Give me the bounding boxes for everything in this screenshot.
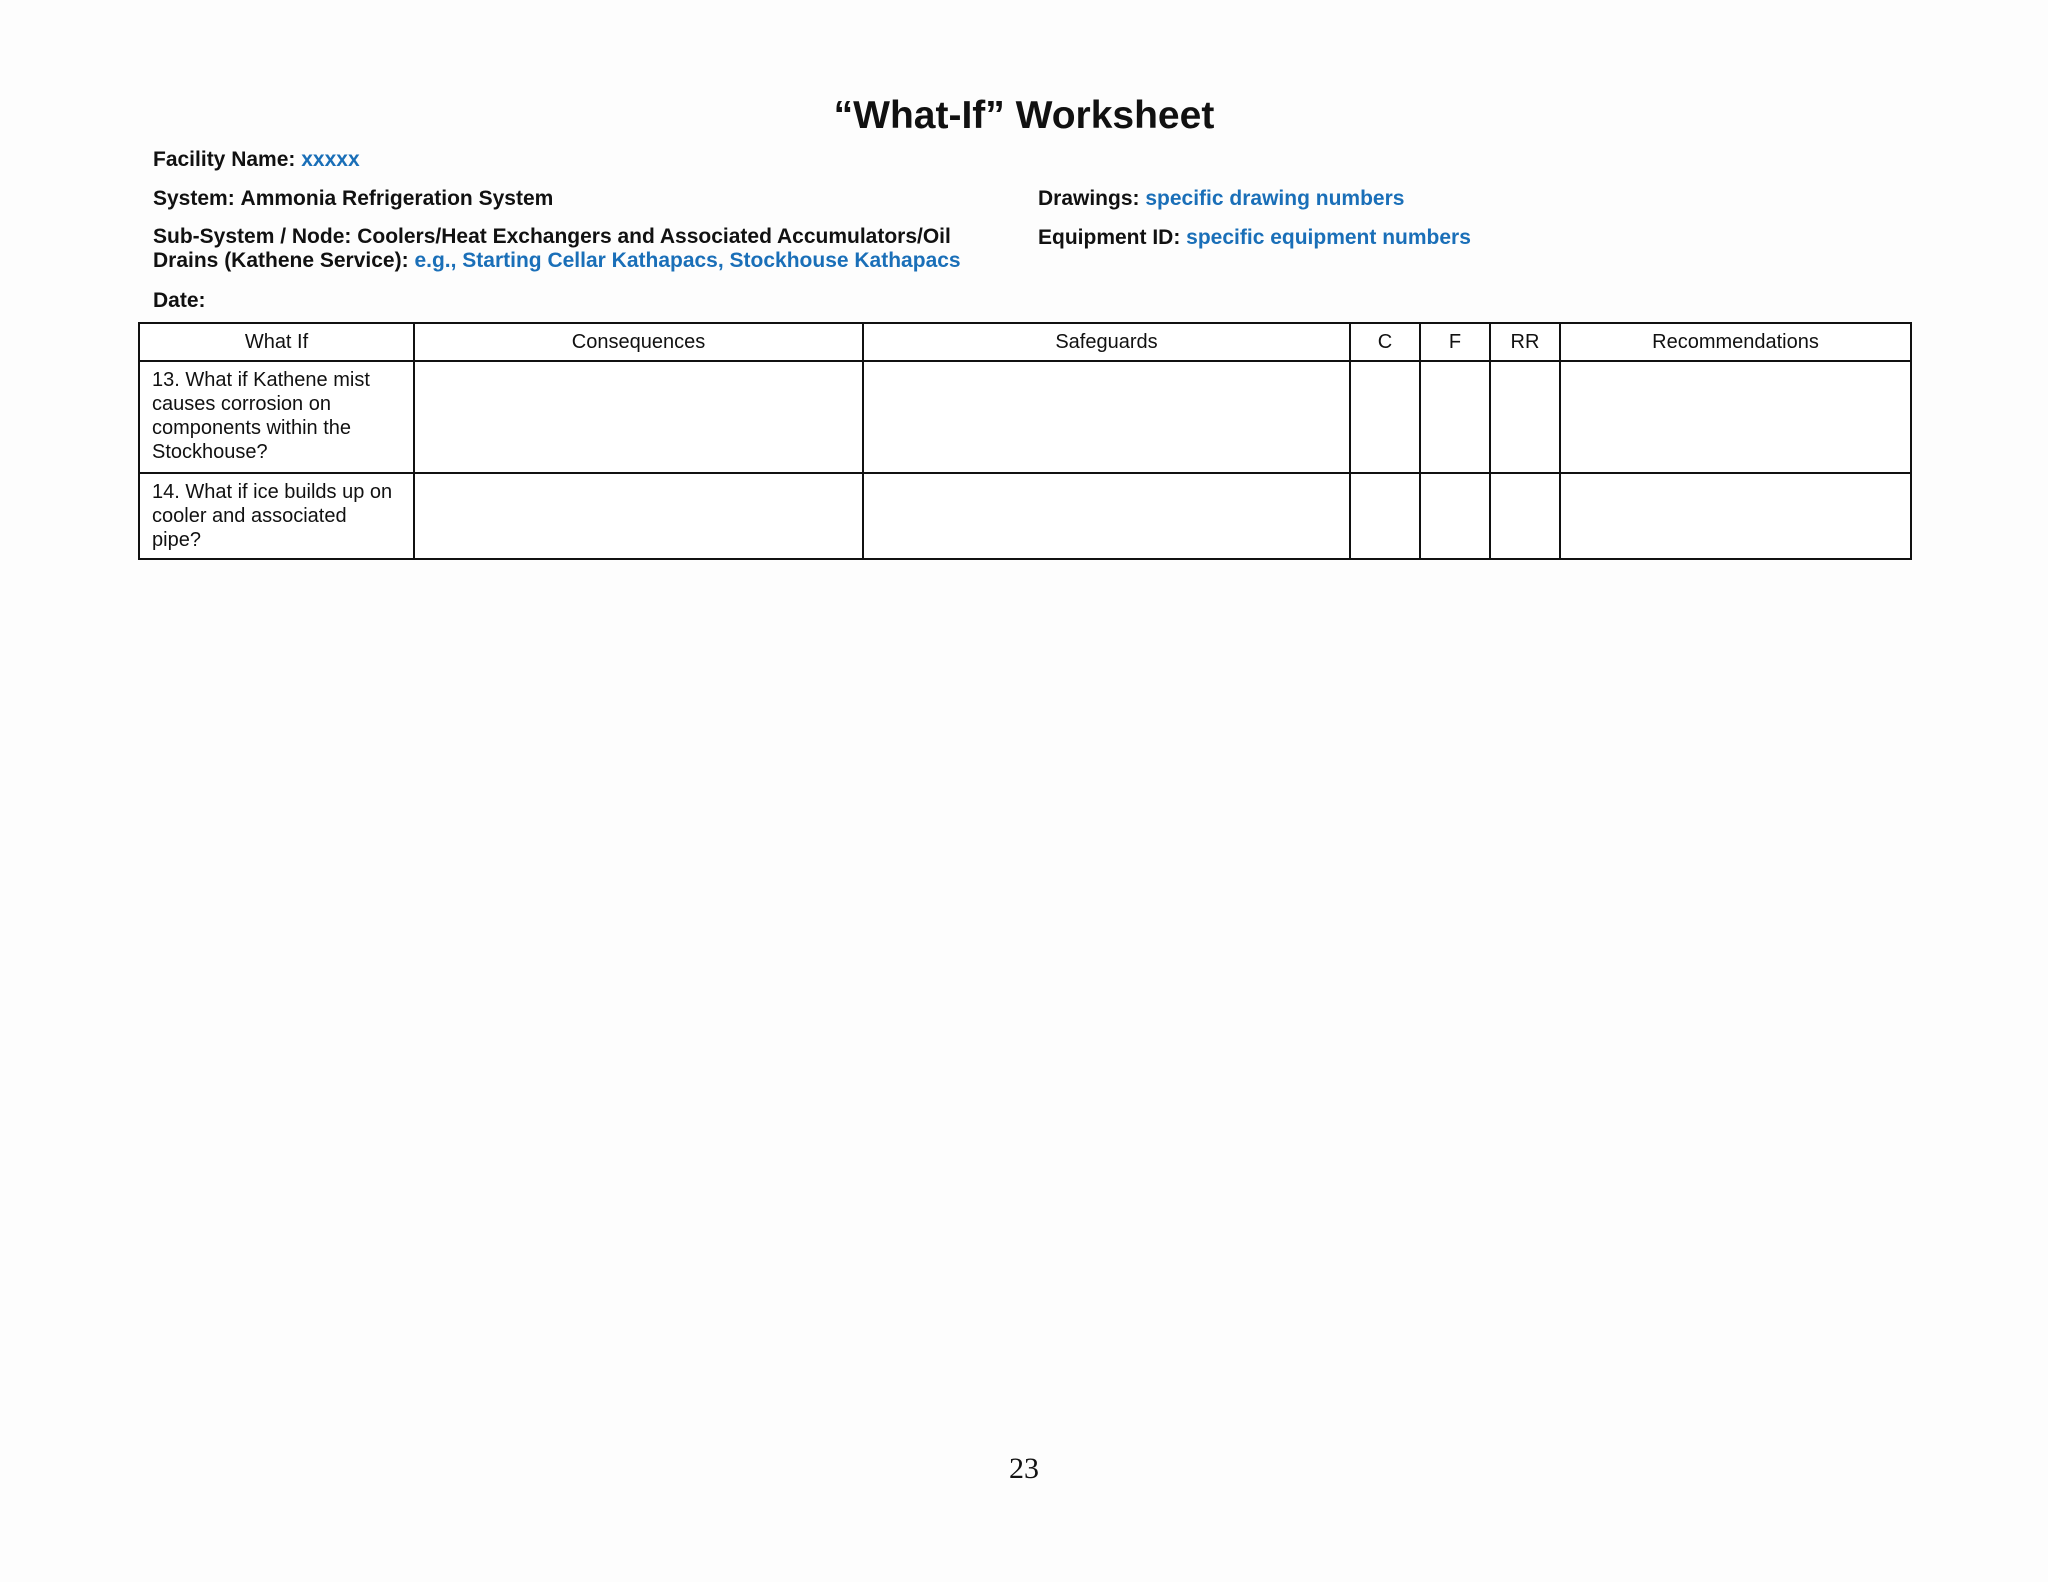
rr-cell <box>1490 473 1560 559</box>
page-number: 23 <box>1009 1452 1039 1485</box>
subsystem-label: Sub-System / Node: <box>153 225 352 248</box>
column-header-consequences: Consequences <box>414 323 863 361</box>
c-cell <box>1350 473 1420 559</box>
safeguards-cell <box>863 361 1350 473</box>
table-row <box>139 361 1911 473</box>
equipment-id-line <box>1038 225 1471 251</box>
system-line <box>153 186 553 212</box>
consequences-cell <box>414 361 863 473</box>
column-header-what-if: What If <box>139 323 414 361</box>
f-cell <box>1420 361 1490 473</box>
what-if-cell: 13. What if Kathene mist causes corrosion on components within the Stockhouse? <box>139 361 414 473</box>
drawings-label: Drawings: <box>1038 187 1140 210</box>
column-header-f: F <box>1420 323 1490 361</box>
facility-name-line <box>153 147 360 173</box>
facility-name-value: xxxxx <box>301 148 360 171</box>
facility-name-label: Facility Name: <box>153 148 296 171</box>
column-header-recommendations: Recommendations <box>1560 323 1911 361</box>
consequences-cell <box>414 473 863 559</box>
subsystem-block <box>153 225 1013 273</box>
rr-cell <box>1490 361 1560 473</box>
what-if-table <box>138 322 1912 560</box>
safeguards-cell <box>863 473 1350 559</box>
subsystem-value: Coolers/Heat Exchangers and Associated Accumulators/Oil Drains (Kathene Service): <box>153 225 951 272</box>
date-line <box>153 288 206 314</box>
system-value: Ammonia Refrigeration System <box>240 187 554 210</box>
page-title: “What-If” Worksheet <box>833 94 1215 137</box>
system-label: System: <box>153 187 235 210</box>
drawings-value: specific drawing numbers <box>1145 187 1405 210</box>
table-row <box>139 473 1911 559</box>
subsystem-example: e.g., Starting Cellar Kathapacs, Stockhouse Kathapacs <box>414 249 961 272</box>
drawings-line <box>1038 186 1404 212</box>
table-header-row <box>139 323 1911 361</box>
equipment-id-label: Equipment ID: <box>1038 226 1181 249</box>
recommendations-cell <box>1560 473 1911 559</box>
date-label: Date: <box>153 289 206 312</box>
column-header-c: C <box>1350 323 1420 361</box>
f-cell <box>1420 473 1490 559</box>
column-header-safeguards: Safeguards <box>863 323 1350 361</box>
what-if-cell: 14. What if ice builds up on cooler and associated pipe? <box>139 473 414 559</box>
recommendations-cell <box>1560 361 1911 473</box>
column-header-rr: RR <box>1490 323 1560 361</box>
equipment-id-value: specific equipment numbers <box>1186 226 1471 249</box>
c-cell <box>1350 361 1420 473</box>
